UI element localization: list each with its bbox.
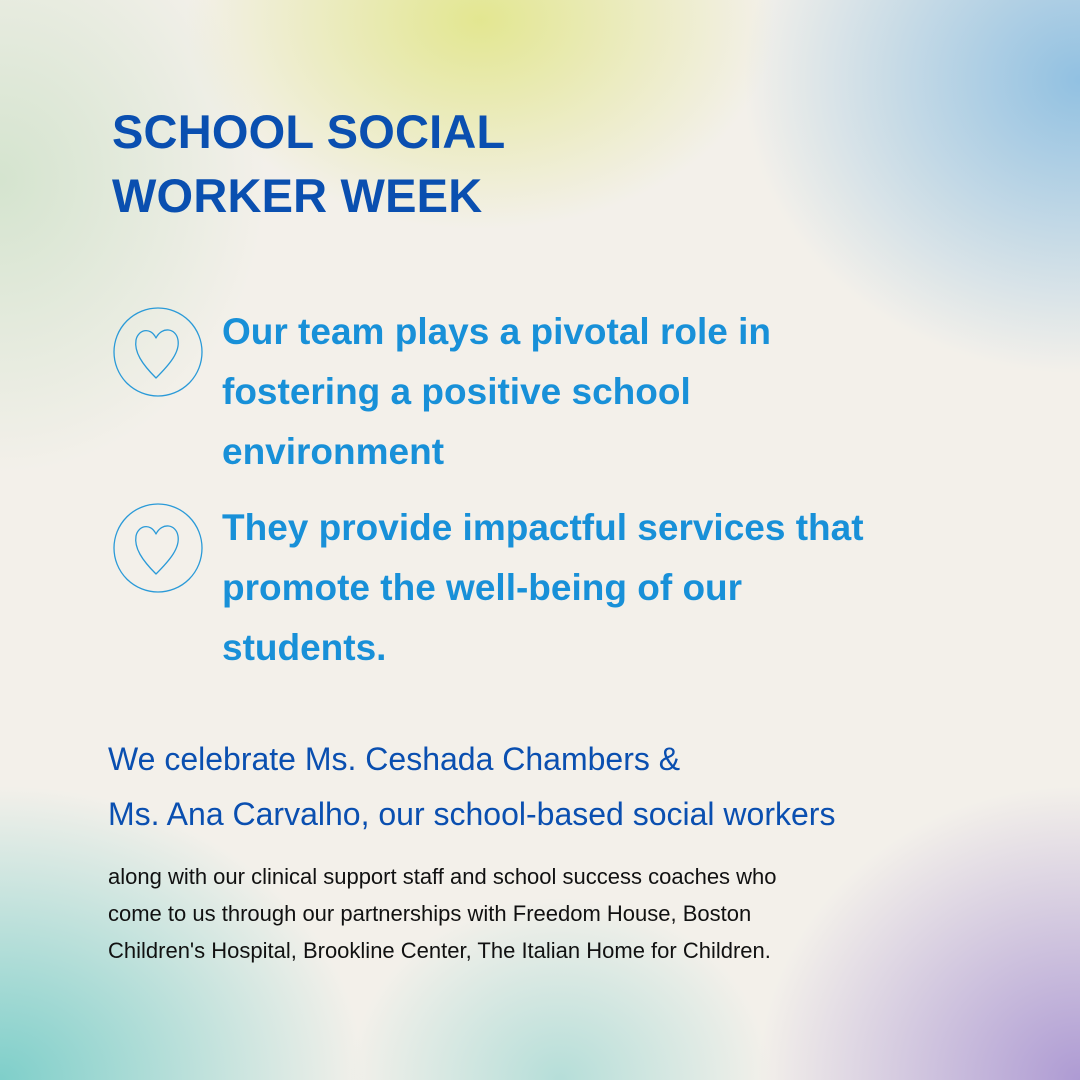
point-line: fostering a positive school: [222, 371, 691, 412]
heart-in-circle-icon: [112, 502, 204, 594]
footnote-line-2: come to us through our partnerships with Freedom House, Boston: [108, 901, 752, 926]
point-item-team-role: [112, 306, 952, 486]
point-line: Our team plays a pivotal role in: [222, 311, 772, 352]
celebration-text: [108, 732, 1008, 842]
page-title: [112, 100, 505, 228]
point-text: [222, 302, 952, 482]
point-line: students.: [222, 627, 387, 668]
heart-in-circle-icon: [112, 306, 204, 398]
celebration-line-1: We celebrate Ms. Ceshada Chambers &: [108, 741, 681, 777]
footnote-line-1: along with our clinical support staff and school success coaches who: [108, 864, 777, 889]
celebration-line-2: Ms. Ana Carvalho, our school-based social workers: [108, 796, 836, 832]
partners-footnote: [108, 858, 1008, 969]
point-text: [222, 498, 952, 678]
footnote-line-3: Children's Hospital, Brookline Center, The Italian Home for Children.: [108, 938, 771, 963]
title-line-2: WORKER WEEK: [112, 169, 483, 222]
title-line-1: SCHOOL SOCIAL: [112, 105, 506, 158]
point-line: They provide impactful services that: [222, 507, 864, 548]
point-item-services: [112, 502, 952, 682]
point-line: promote the well-being of our: [222, 567, 743, 608]
point-line: environment: [222, 431, 445, 472]
